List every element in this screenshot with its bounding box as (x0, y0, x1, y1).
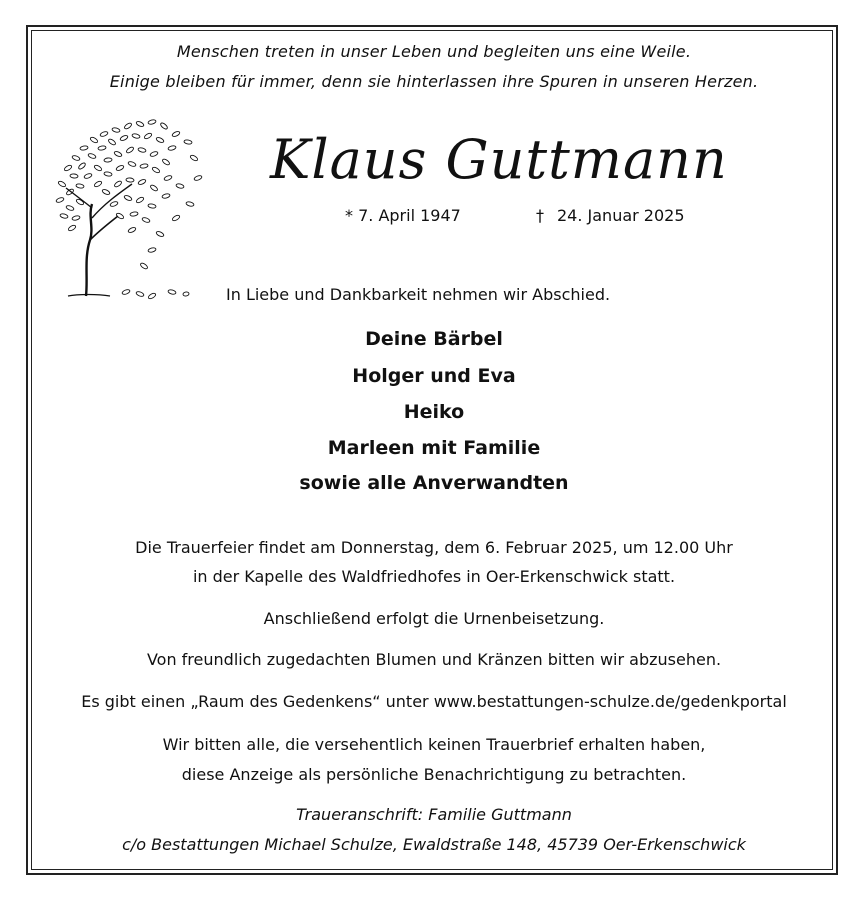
flowers-text: Von freundlich zugedachten Blumen und Kränzen bitten wir abzusehen. (146, 650, 722, 669)
urn-burial-text: Anschließend erfolgt die Urnenbeisetzung. (263, 609, 605, 628)
farewell-intro: In Liebe und Dankbarkeit nehmen wir Abschied. (226, 285, 611, 304)
death-date: 24. Januar 2025 (557, 206, 685, 225)
service-line-1: Die Trauerfeier findet am Donnerstag, dem 6. Februar 2025, um 12.00 Uhr (135, 538, 733, 557)
memorial-portal-text: Es gibt einen „Raum des Gedenkens“ unter www.bestattungen-schulze.de/gedenkportal (81, 692, 787, 711)
cross-symbol: † (536, 206, 544, 225)
mourner-line: Holger und Eva (352, 365, 516, 387)
mourner-line: Heiko (403, 401, 465, 423)
mourner-line: sowie alle Anverwandten (299, 472, 569, 494)
birth-date: * 7. April 1947 (345, 206, 461, 225)
motto-line-1: Menschen treten in unser Leben und begleiten uns eine Weile. (176, 42, 692, 61)
tree-illustration (48, 108, 208, 304)
deceased-name: Klaus Guttmann (270, 128, 728, 191)
mourning-address-line-2: c/o Bestattungen Michael Schulze, Ewaldstraße 148, 45739 Oer-Erkenschwick (122, 835, 746, 854)
notice-line-1: Wir bitten alle, die versehentlich keinen Trauerbrief erhalten haben, (162, 735, 706, 754)
motto-line-2: Einige bleiben für immer, denn sie hinterlassen ihre Spuren in unseren Herzen. (109, 72, 759, 91)
mourning-address-line-1: Traueranschrift: Familie Guttmann (296, 805, 572, 824)
notice-line-2: diese Anzeige als persönliche Benachrichtigung zu betrachten. (181, 765, 687, 784)
mourner-line: Deine Bärbel (365, 328, 503, 350)
service-line-2: in der Kapelle des Waldfriedhofes in Oer-Erkenschwick statt. (192, 567, 676, 586)
mourner-line: Marleen mit Familie (327, 437, 541, 459)
